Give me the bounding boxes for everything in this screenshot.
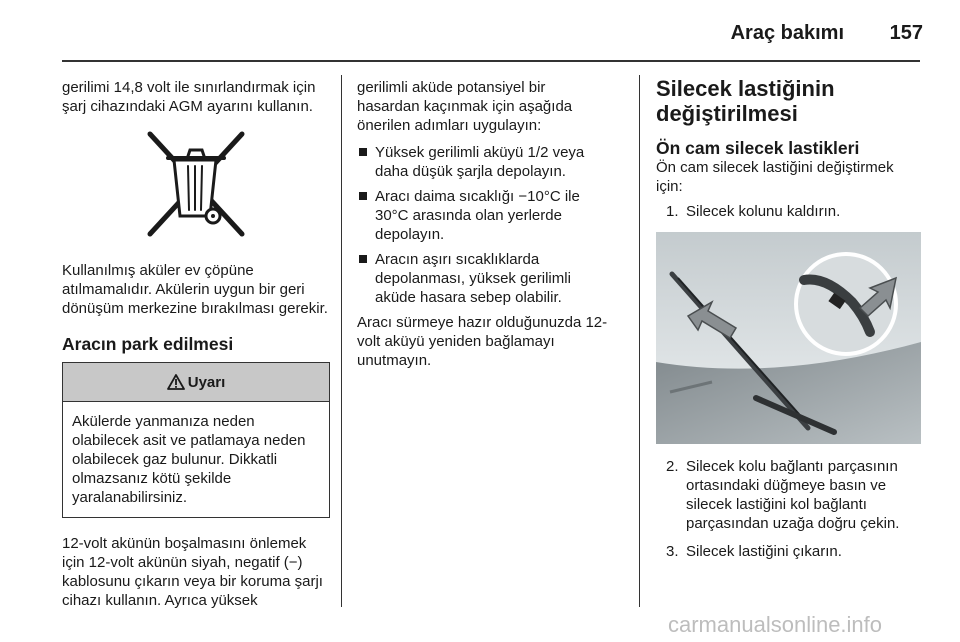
list-item <box>656 202 921 221</box>
step-number: 3. <box>666 543 679 560</box>
storage-bullet-list <box>357 143 609 307</box>
column-right <box>656 76 921 561</box>
list-item <box>656 542 921 561</box>
wiper-intro: Ön cam silecek lastiğini değiştirmek için: <box>656 159 894 195</box>
header-rule <box>62 60 920 62</box>
step-number: 2. <box>666 458 679 475</box>
warning-body <box>63 402 329 517</box>
step-text: Silecek kolunu kaldırın. <box>686 203 841 220</box>
battery-disposal-text: Kullanılmış aküler ev çöpüne atılmamalıdır. Akülerin uygun bir geri dönüşüm merkezine bırakılması gerekir. <box>62 262 328 317</box>
wiper-replacement-illustration <box>656 232 921 444</box>
header-section-title: Araç bakımı <box>730 22 844 44</box>
watermark: carmanualsonline.info <box>668 612 883 637</box>
column-middle <box>357 78 609 370</box>
list-item: Aracı daima sıcaklığı −10°C ile 30°C arasında olan yerlerde depolayın. <box>357 187 609 244</box>
step-text: Silecek lastiğini çıkarın. <box>686 543 842 560</box>
warning-triangle-icon <box>167 374 185 390</box>
windscreen-wiper-subheading: Ön cam silecek lastikleri <box>656 138 860 158</box>
step-number: 1. <box>666 203 679 220</box>
battery-discharge-text: 12-volt akünün boşalmasını önlemek için 12-volt akünün siyah, negatif (−) kablosunu çıkarın veya bir koruma şarjı cihazı kullanın. Ayrıca yüksek <box>62 535 323 609</box>
page-number: 157 <box>889 22 923 44</box>
list-item: Yüksek gerilimli aküyü 1/2 veya daha düşük şarjla depolayın. <box>357 143 609 181</box>
battery-charge-intro: gerilimi 14,8 volt ile sınırlandırmak için şarj cihazındaki AGM ayarını kullanın. <box>62 79 316 115</box>
wiper-blade-heading: Silecek lastiğinin değiştirilmesi <box>656 76 835 126</box>
column-divider-1 <box>341 75 342 607</box>
reconnect-reminder: Aracı sürmeye hazır olduğunuzda 12-volt aküyü yeniden bağlamayı unutmayın. <box>357 314 608 369</box>
wiper-steps-part2 <box>656 457 921 561</box>
warning-box <box>62 362 330 518</box>
list-item <box>656 457 921 533</box>
warning-header <box>63 363 329 402</box>
wiper-steps-part1 <box>656 202 921 221</box>
warning-text: Akülerde yanmanıza neden olabilecek asit ve patlamaya neden olabilecek gaz bulunur. Dikkatli olmazsanız kötü şekilde yaralanabilirsiniz. <box>72 413 306 506</box>
column-left <box>62 78 330 610</box>
warning-title: Uyarı <box>187 373 226 391</box>
step-text: Silecek kolu bağlantı parçasının ortasındaki düğmeye basın ve silecek lastiğini kol bağlantı parçasından uzağa doğru çekin. <box>686 458 900 532</box>
crossed-out-bin-icon <box>144 130 248 240</box>
storage-intro: gerilimli aküde potansiyel bir hasardan kaçınmak için aşağıda önerilen adımları uygulayın: <box>357 79 573 134</box>
parking-heading: Aracın park edilmesi <box>62 334 234 354</box>
column-divider-2 <box>639 75 640 607</box>
list-item: Aracın aşırı sıcaklıklarda depolanması, yüksek gerilimli aküde hasara sebep olabilir. <box>357 250 609 307</box>
